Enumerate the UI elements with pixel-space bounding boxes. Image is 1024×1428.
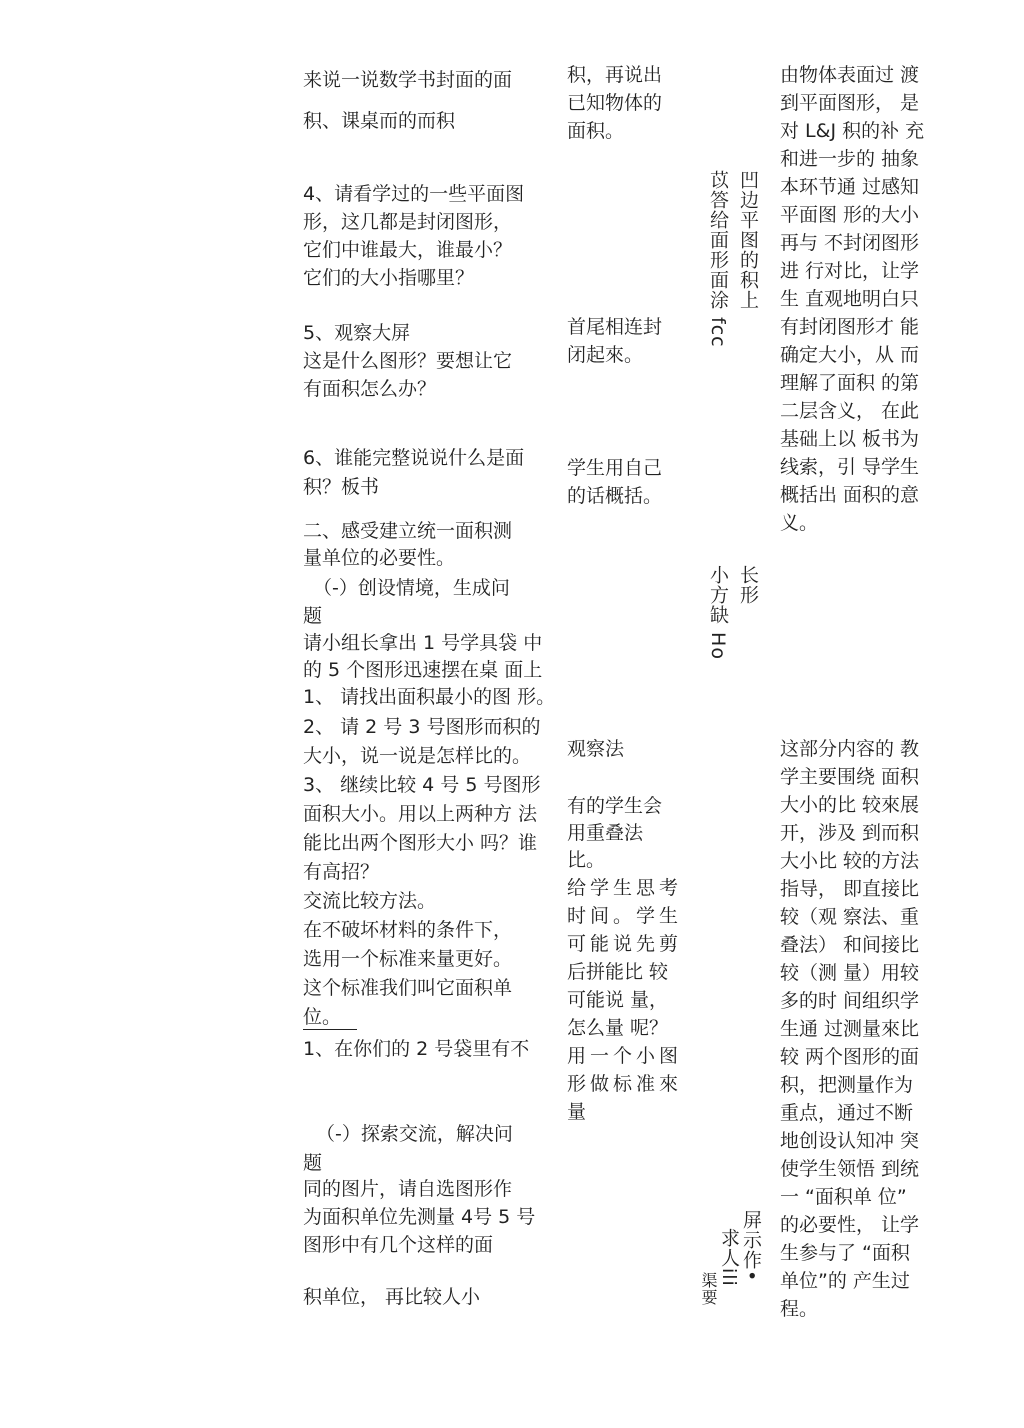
vertical-text: 渠要 [699, 1272, 718, 1306]
text-line: 地创设认知冲 突 [780, 1130, 920, 1152]
text-line: 它们的大小指哪里？ [303, 267, 475, 289]
text-line: 积，把测量作为 [780, 1074, 914, 1096]
text-line: 学主要围绕 面积 [780, 766, 920, 788]
text-line: 怎么量 呢？ [567, 1017, 669, 1039]
text-line: 程。 [780, 1298, 819, 1320]
text-line: 2、 请 2 号 3 号图形而积的 [303, 716, 541, 738]
text-line: 5、观察大屏 [303, 322, 411, 344]
text-line: 用重叠法 [567, 822, 644, 844]
text-line: 4、请看学过的一些平面图 [303, 183, 525, 205]
text-line: 用一个小图 [567, 1045, 683, 1067]
text-line: 重点，通过不断 [780, 1102, 914, 1124]
text-line: 首尾相连封 [567, 316, 663, 338]
text-line: 积？板书 [303, 476, 380, 498]
text-line: 给学生思考 [567, 877, 683, 899]
text-line [303, 1004, 357, 1030]
text-line: 较（观 察法、重 [780, 906, 920, 928]
text-line: 叠法） 和间接比 [780, 934, 920, 956]
text-line: 的必要性， 让学 [780, 1214, 920, 1236]
text-line: 大小，说一说是怎样比的。 [303, 745, 532, 767]
vertical-text: 苡答给面形面涂 fcc [707, 170, 729, 348]
text-line: 确定大小，从 而 [780, 344, 920, 366]
text-line: （-）创设情境，生成问 [313, 577, 510, 599]
text-line: 本环节通 过感知 [780, 176, 920, 198]
text-line: 一 “面积单 位” [780, 1186, 907, 1208]
text-line: 概括出 面积的意 [780, 484, 920, 506]
text-line: 到平面图形， 是 [780, 92, 920, 114]
text-line: 图形中有几个这样的面 [303, 1234, 494, 1256]
text-line: 时间。学生 [567, 905, 683, 927]
text-line: 能比出两个图形大小 吗？谁 [303, 832, 538, 854]
text-line: 再与 不封闭图形 [780, 232, 920, 254]
text-line: 生参与了 “面积 [780, 1242, 910, 1264]
text-line: 的话概括。 [567, 485, 663, 507]
text-line: 后拼能比 较 [567, 961, 669, 983]
text-line: 1、 请找出面积最小的图 形。 [303, 686, 556, 708]
text-line: 多的时 间组织学 [780, 990, 920, 1012]
text-line: 积单位， 再比较人小 [303, 1286, 481, 1308]
text-line: 这个标准我们叫它面积单 [303, 977, 513, 999]
text-line: 形，这几都是封闭图形， [303, 211, 513, 233]
text-line: 有高招？ [303, 861, 380, 883]
text-line: 义。 [780, 512, 819, 534]
text-line: 6、谁能完整说说什么是面 [303, 447, 525, 469]
text-line: 选用一个标准来量更好。 [303, 948, 513, 970]
text-line: 较 两个图形的面 [780, 1046, 920, 1068]
text-line: 比。 [567, 849, 606, 871]
text-line: 积，再说出 [567, 64, 663, 86]
text-line: 题 [303, 605, 323, 627]
text-line: 闭起來。 [567, 344, 644, 366]
text-line: 量单位的必要性。 [303, 547, 456, 569]
text-line: 可能说先剪 [567, 933, 683, 955]
text-line: 开，涉及 到而积 [780, 822, 920, 844]
text-line: 和进一步的 抽象 [780, 148, 920, 170]
text-line: 可能说 量， [567, 989, 669, 1011]
text-line: 的 5 个图形迅速摆在桌 面上 [303, 659, 543, 681]
text-line: 观察法 [567, 738, 625, 760]
text-line: 由物体表面过 渡 [780, 64, 920, 86]
vertical-text: 求人ili [718, 1228, 740, 1287]
text-line: 使学生领悟 到统 [780, 1158, 920, 1180]
text-line: 量 [567, 1101, 587, 1123]
vertical-text: 小方缺 Ho [707, 565, 729, 660]
text-line: 1、在你们的 2 号袋里有不 [303, 1038, 530, 1060]
text-line: 有封闭图形才 能 [780, 316, 920, 338]
text-line: 面积。 [567, 120, 625, 142]
text-line: 在不破坏材料的条件下， [303, 919, 513, 941]
text-line: 对 L&J 积的补 充 [780, 120, 925, 142]
text-line: 这是什么图形？要想让它 [303, 350, 513, 372]
text-line: 3、 继续比较 4 号 5 号图形 [303, 774, 541, 796]
text-line: 大小的比 较來展 [780, 794, 920, 816]
vertical-text: 长形 [737, 565, 759, 605]
vertical-text: 屏示作• [740, 1210, 762, 1283]
text-line: 学生用自己 [567, 457, 663, 479]
text-line: 进 行对比，让学 [780, 260, 920, 282]
text-line: 有的学生会 [567, 795, 663, 817]
text-line: 请小组长拿出 1 号学具袋 中 [303, 632, 543, 654]
text-line: 它们中谁最大，谁最小？ [303, 239, 513, 261]
vertical-text: 凹边平图的积上 [737, 170, 759, 310]
text-line: 大小比 较的方法 [780, 850, 920, 872]
text-line: 形做标准來 [567, 1073, 683, 1095]
text-line: 这部分内容的 教 [780, 738, 920, 760]
text-line: 生通 过测量來比 [780, 1018, 920, 1040]
text-line: 二、感受建立统一面积测 [303, 520, 513, 542]
text-line: 单位”的 产生过 [780, 1270, 910, 1292]
text-line: 线索，引 导学生 [780, 456, 920, 478]
text-line: 题 [303, 1152, 323, 1174]
text-line: 面积大小。用以上两种方 法 [303, 803, 538, 825]
underlined-text: 位。 [303, 1006, 357, 1030]
text-line: 有面积怎么办？ [303, 378, 437, 400]
text-line: 来说一说数学书封面的面 [303, 69, 513, 91]
text-line: 二层含义， 在此 [780, 400, 920, 422]
text-line: 指导， 即直接比 [780, 878, 920, 900]
text-line: 基础上以 板书为 [780, 428, 920, 450]
text-line: 生 直观地明白只 [780, 288, 920, 310]
text-line: 同的图片，请自选图形作 [303, 1178, 513, 1200]
text-line: 理解了面积 的第 [780, 372, 920, 394]
text-line: 交流比较方法。 [303, 890, 437, 912]
text-line: 为面积单位先测量 4号 5 号 [303, 1206, 536, 1228]
text-line: （-）探索交流，解决问 [316, 1123, 513, 1145]
text-line: 平面图 形的大小 [780, 204, 920, 226]
text-line: 较（测 量）用较 [780, 962, 920, 984]
text-line: 已知物体的 [567, 92, 663, 114]
text-line: 积、课桌而的而积 [303, 110, 456, 132]
